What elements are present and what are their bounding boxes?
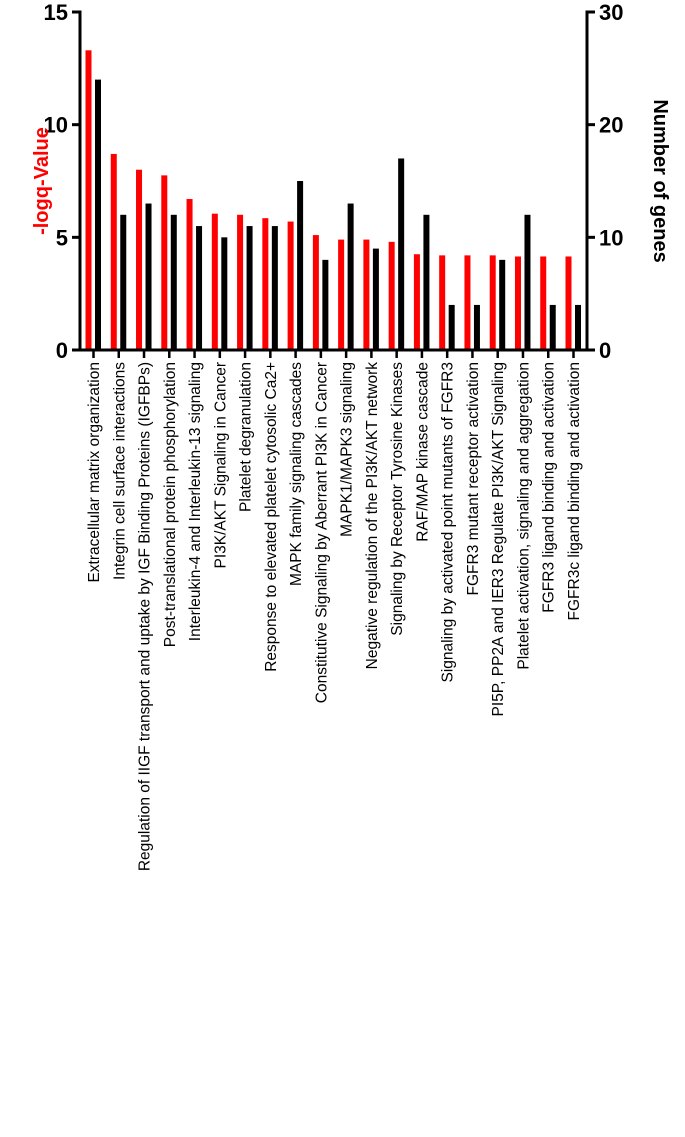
bar-genes <box>272 226 278 350</box>
right-axis-title: Number of genes <box>649 99 671 263</box>
bar-genes <box>348 204 354 350</box>
left-axis-title: -logq-Value <box>31 127 53 235</box>
left-tick-label: 5 <box>55 225 68 251</box>
left-tick-label: 0 <box>55 338 68 363</box>
bar-logq <box>540 256 546 350</box>
bar-logq <box>161 175 167 350</box>
bar-genes <box>322 260 328 350</box>
bar-logq <box>136 170 142 350</box>
right-tick-label: 20 <box>599 112 624 138</box>
category-label: Negative regulation of the PI3K/AKT network <box>363 362 381 670</box>
bar-logq <box>338 240 344 350</box>
bar-genes <box>297 181 303 350</box>
bar-genes <box>550 305 556 350</box>
category-label: PI5P, PP2A and IER3 Regulate PI3K/AKT Signaling <box>490 362 508 717</box>
category-label: MAPK1/MAPK3 signaling <box>338 362 356 537</box>
right-tick-label: 10 <box>599 225 624 251</box>
category-label: Integrin cell surface interactions <box>111 362 129 580</box>
bar-genes <box>373 249 379 350</box>
bar-genes <box>221 237 227 350</box>
bar-genes <box>474 305 480 350</box>
bar-logq <box>363 240 369 350</box>
category-label: Signaling by activated point mutants of FGFR3 <box>439 362 457 683</box>
bar-genes <box>524 215 530 350</box>
bar-logq <box>237 215 243 350</box>
bar-logq <box>439 255 445 350</box>
category-label: FGFR3 mutant receptor activation <box>464 362 482 596</box>
category-label: Platelet activation, signaling and aggregation <box>515 362 533 670</box>
category-label: PI3K/AKT Signaling in Cancer <box>212 362 230 569</box>
bar-logq <box>262 218 268 350</box>
bar-genes <box>196 226 202 350</box>
bar-genes <box>575 305 581 350</box>
bar-genes <box>449 305 455 350</box>
bar-logq <box>86 50 92 350</box>
category-label: RAF/MAP kinase cascade <box>414 362 432 542</box>
bar-logq <box>566 256 572 350</box>
right-tick-label: 30 <box>599 0 624 25</box>
bar-logq <box>414 254 420 350</box>
right-tick-label: 0 <box>599 338 612 363</box>
bar-genes <box>120 215 126 350</box>
category-label: Platelet degranulation <box>237 362 255 512</box>
left-tick-label: 10 <box>43 112 68 138</box>
right-y-axis <box>587 0 623 363</box>
bar-logq <box>111 154 117 350</box>
category-label: Response to elevated platelet cytosolic Ca2+ <box>262 362 280 672</box>
bar-genes <box>423 215 429 350</box>
category-label: Extracellular matrix organization <box>86 362 103 583</box>
category-label: Interleukin-4 and Interleukin-13 signaling <box>187 362 205 642</box>
bar-logq <box>313 235 319 350</box>
bar-logq <box>389 242 395 350</box>
category-label: FGFR3c ligand binding and activation <box>566 362 583 621</box>
bar-genes <box>146 204 152 350</box>
bar-logq <box>515 256 521 350</box>
category-label: Regulation of IIGF transport and uptake by IGF Binding Proteins (IGFBPs) <box>136 362 154 872</box>
bar-logq <box>187 199 193 350</box>
category-label: FGFR3 ligand binding and activation <box>540 362 558 613</box>
bar-genes <box>398 158 404 350</box>
bar-genes <box>247 226 253 350</box>
category-label: Signaling by Receptor Tyrosine Kinases <box>389 362 407 636</box>
category-label: Constitutive Signaling by Aberrant PI3K in Cancer <box>313 362 331 704</box>
x-axis <box>72 350 595 871</box>
category-label: MAPK family signaling cascades <box>288 362 306 586</box>
bar-logq <box>288 222 294 350</box>
category-label: Post-translational protein phosphorylation <box>161 362 179 648</box>
bar-genes <box>499 260 505 350</box>
bar-genes <box>95 80 101 350</box>
left-tick-label: 15 <box>43 0 68 25</box>
bars-group <box>86 50 582 350</box>
bar-logq <box>490 255 496 350</box>
bar-logq <box>212 214 218 350</box>
bar-genes <box>171 215 177 350</box>
bar-logq <box>464 255 470 350</box>
